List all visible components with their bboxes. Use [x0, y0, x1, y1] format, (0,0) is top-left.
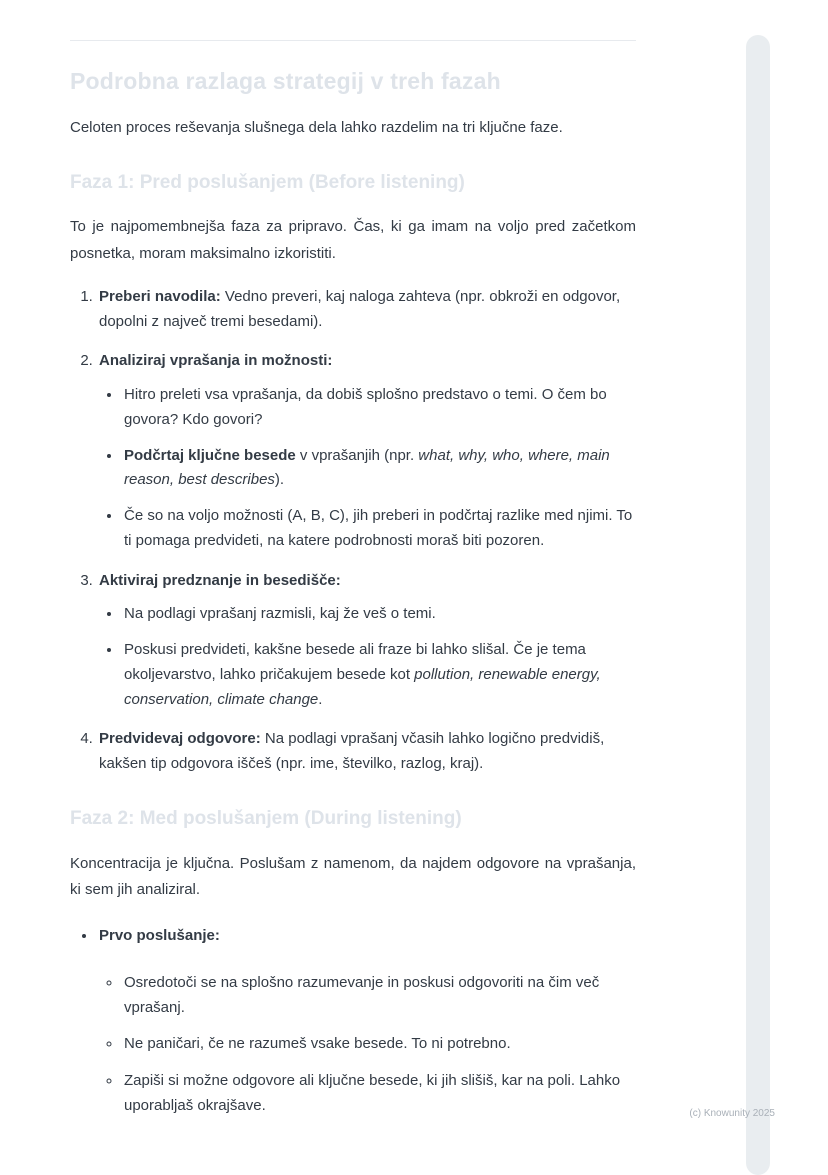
sub-item: [122, 504, 636, 554]
list-item-text: Vedno preveri, kaj naloga zahteva (npr. obkroži en odgovor, dopolni z največ tremi besedami).: [99, 287, 621, 330]
sub-item-text: ).: [274, 471, 285, 489]
document-body: [70, 0, 636, 1132]
sub-item-text: .: [318, 690, 323, 708]
sub-item-italic: what, why, who, where, main reason, best describes: [124, 446, 610, 489]
ordered-list-faza1: [70, 285, 636, 777]
bullet-list-faza2: [70, 924, 636, 1119]
sub-item-text: Zapiši si možne odgovore ali ključne besede, ki jih slišiš, kar na poli. Lahko uporabljaš okrajšave.: [124, 1072, 621, 1114]
copyright: (c) Knowunity 2025: [689, 1108, 775, 1119]
list-item-term: Analiziraj vprašanja in možnosti:: [99, 352, 333, 370]
sub-item: [122, 1032, 636, 1057]
list-item-prvo-poslusanje: [97, 924, 636, 1119]
section-heading-faza2: Faza 2: Med poslušanjem (During listening): [70, 807, 462, 829]
sub-item: [122, 383, 636, 433]
list-item-3: [97, 569, 636, 713]
sub-item: [122, 444, 636, 494]
sub-item-term: Podčrtaj ključne besede: [124, 446, 296, 464]
list-item-term: Prvo poslušanje:: [99, 927, 220, 945]
sub-item-text: Osredotoči se na splošno razumevanje in poskusi odgovoriti na čim več vprašanj.: [124, 973, 600, 1016]
sub-item-text: v vprašanjih (npr.: [295, 446, 419, 464]
sub-item-text: Ne paničari, če ne razumeš vsake besede. To ni potrebno.: [124, 1035, 511, 1053]
sub-item-text: Če so na voljo možnosti (A, B, C), jih preberi in podčrtaj razlike med njimi. To ti pomaga predvideti, na katere podrobnosti moraš biti pozoren.: [124, 507, 633, 549]
list-item-1: [97, 285, 636, 335]
sub-item-text: Na podlagi vprašanj razmisli, kaj že veš o temi.: [124, 605, 436, 623]
list-item-4: [97, 727, 636, 777]
sub-item: [122, 602, 636, 627]
sublist-item-2: [99, 383, 636, 554]
sub-item-text: Hitro preleti vsa vprašanja, da dobiš splošno predstavo o temi. O čem bo govora? Kdo govori?: [124, 386, 607, 428]
sub-item: [122, 971, 636, 1021]
list-item-term: Aktiviraj predznanje in besedišče:: [99, 571, 341, 589]
list-item-term: Predvidevaj odgovore:: [99, 730, 261, 748]
section-heading-faza1: Faza 1: Pred poslušanjem (Before listening): [70, 171, 465, 193]
sub-item: [122, 1069, 636, 1119]
sublist-prvo-poslusanje: [99, 971, 636, 1119]
divider: [70, 40, 636, 41]
sub-item: [122, 638, 636, 712]
faza2-lead-paragraph: Koncentracija je ključna. Poslušam z namenom, da najdem odgovore na vprašanja, ki sem jih analiziral.: [70, 854, 636, 898]
list-item-text: Na podlagi vprašanj včasih lahko logično predvidiš, kakšen tip odgovora iščeš (npr. ime, številko, razlog, kraj).: [99, 730, 605, 773]
sub-item-text: Poskusi predvideti, kakšne besede ali fraze bi lahko slišal. Če je tema okoljevarstvo, lahko pričakujem besede kot: [124, 641, 586, 683]
faza1-lead-paragraph: To je najpomembnejša faza za pripravo. Čas, ki ga imam na voljo pred začetkom posnetka, moram maksimalno izkoristiti.: [70, 218, 636, 262]
intro-paragraph: Celoten proces reševanja slušnega dela lahko razdelim na tri ključne faze.: [70, 118, 563, 136]
sub-item-italic: pollution, renewable energy, conservation, climate change: [124, 665, 601, 708]
list-item-2: [97, 349, 636, 553]
list-item-term: Preberi navodila:: [99, 287, 221, 305]
page-title: Podrobna razlaga strategij v treh fazah: [70, 68, 501, 94]
scrollbar[interactable]: [746, 35, 770, 1175]
sublist-item-3: [99, 602, 636, 712]
